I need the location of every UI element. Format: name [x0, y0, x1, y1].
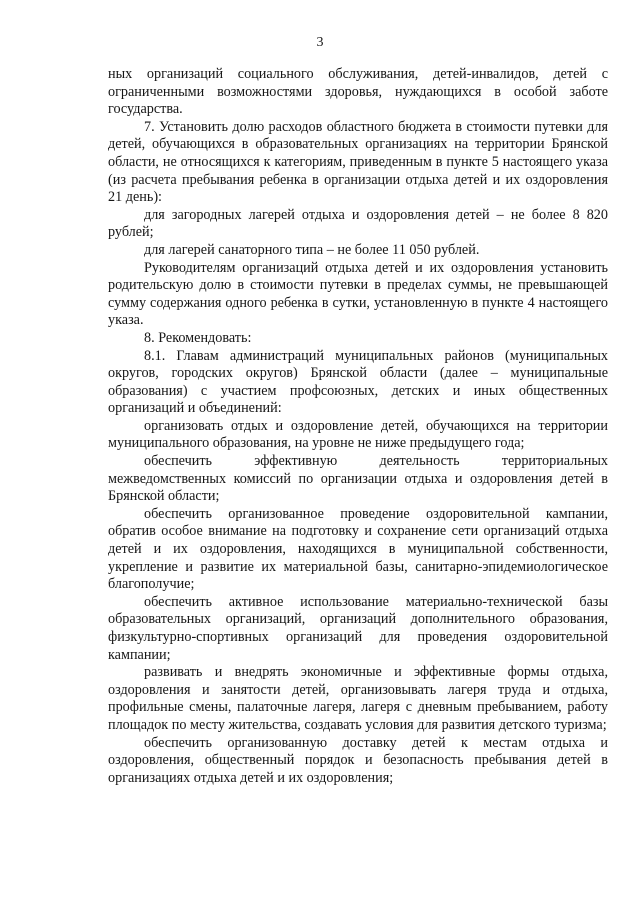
paragraph-country-camps: для загородных лагерей отдыха и оздоровления детей – не более 8 820 рублей; — [108, 206, 608, 241]
paragraph-transport-safety: обеспечить организованную доставку детей к местам отдыха и оздоровления, общественный порядок и безопасность пребывания детей в организациях отдыха детей и их оздоровления; — [108, 734, 608, 786]
paragraph-forms-of-rest: развивать и внедрять экономичные и эффективные формы отдыха, оздоровления и занятости детей, организовывать лагеря труда и отдыха, профильные смены, палаточные лагеря, лагеря с дневным пребыванием, работу площадок по месту жительства, создавать условия для развития детского туризма; — [108, 664, 608, 733]
paragraph-material-base: обеспечить активное использование материально-технической базы образовательных организаций, организаций дополнительного образования, физкультурно-спортивных организаций для проведения оздоровительной кампании; — [108, 593, 608, 663]
paragraph-item-8-1: 8.1. Главам администраций муниципальных районов (муниципальных округов, городских округов) Брянской области (далее – муниципальные образования) с участием профсоюзных, детских и иных общественных организаций и объединений: — [108, 347, 608, 417]
paragraph-health-campaign: обеспечить организованное проведение оздоровительной кампании, обратив особое внимание на подготовку и сохранение сети организаций отдыха детей и их оздоровления, находящихся в муниципальной собственности, укрепление и развитие их материальной базы, санитарно-эпидемиологическое благополучие; — [108, 505, 608, 593]
paragraph-parental-share: Руководителям организаций отдыха детей и их оздоровления установить родительскую долю в стоимости путевки в пределах суммы, не превышающей сумму содержания одного ребенка в сутки, установленную в пункте 4 настоящего указа. — [108, 259, 608, 329]
paragraph-item-8: 8. Рекомендовать: — [144, 329, 252, 346]
paragraph-continuation: ных организаций социального обслуживания, детей-инвалидов, детей с ограниченными возможностями здоровья, нуждающихся в особой заботе государства. — [108, 66, 608, 118]
paragraph-organize-rest: организовать отдых и оздоровление детей, обучающихся на территории муниципального образования, на уровне не ниже предыдущего года; — [108, 417, 608, 452]
page-number: 3 — [316, 35, 324, 50]
paragraph-item-7: 7. Установить долю расходов областного бюджета в стоимости путевки для детей, обучающихся в образовательных организациях на территории Брянской области, не относящихся к категориям, приведенным в пункте 5 настоящего указа (из расчета пребывания ребенка в организации отдыха детей и их оздоровления 21 день): — [108, 118, 608, 206]
document-body — [108, 66, 608, 787]
paragraph-commissions: обеспечить эффективную деятельность территориальных межведомственных комиссий по организации отдыха и оздоровления детей в Брянской области; — [108, 453, 608, 505]
paragraph-sanatorium-camps: для лагерей санаторного типа – не более 11 050 рублей. — [144, 241, 480, 258]
